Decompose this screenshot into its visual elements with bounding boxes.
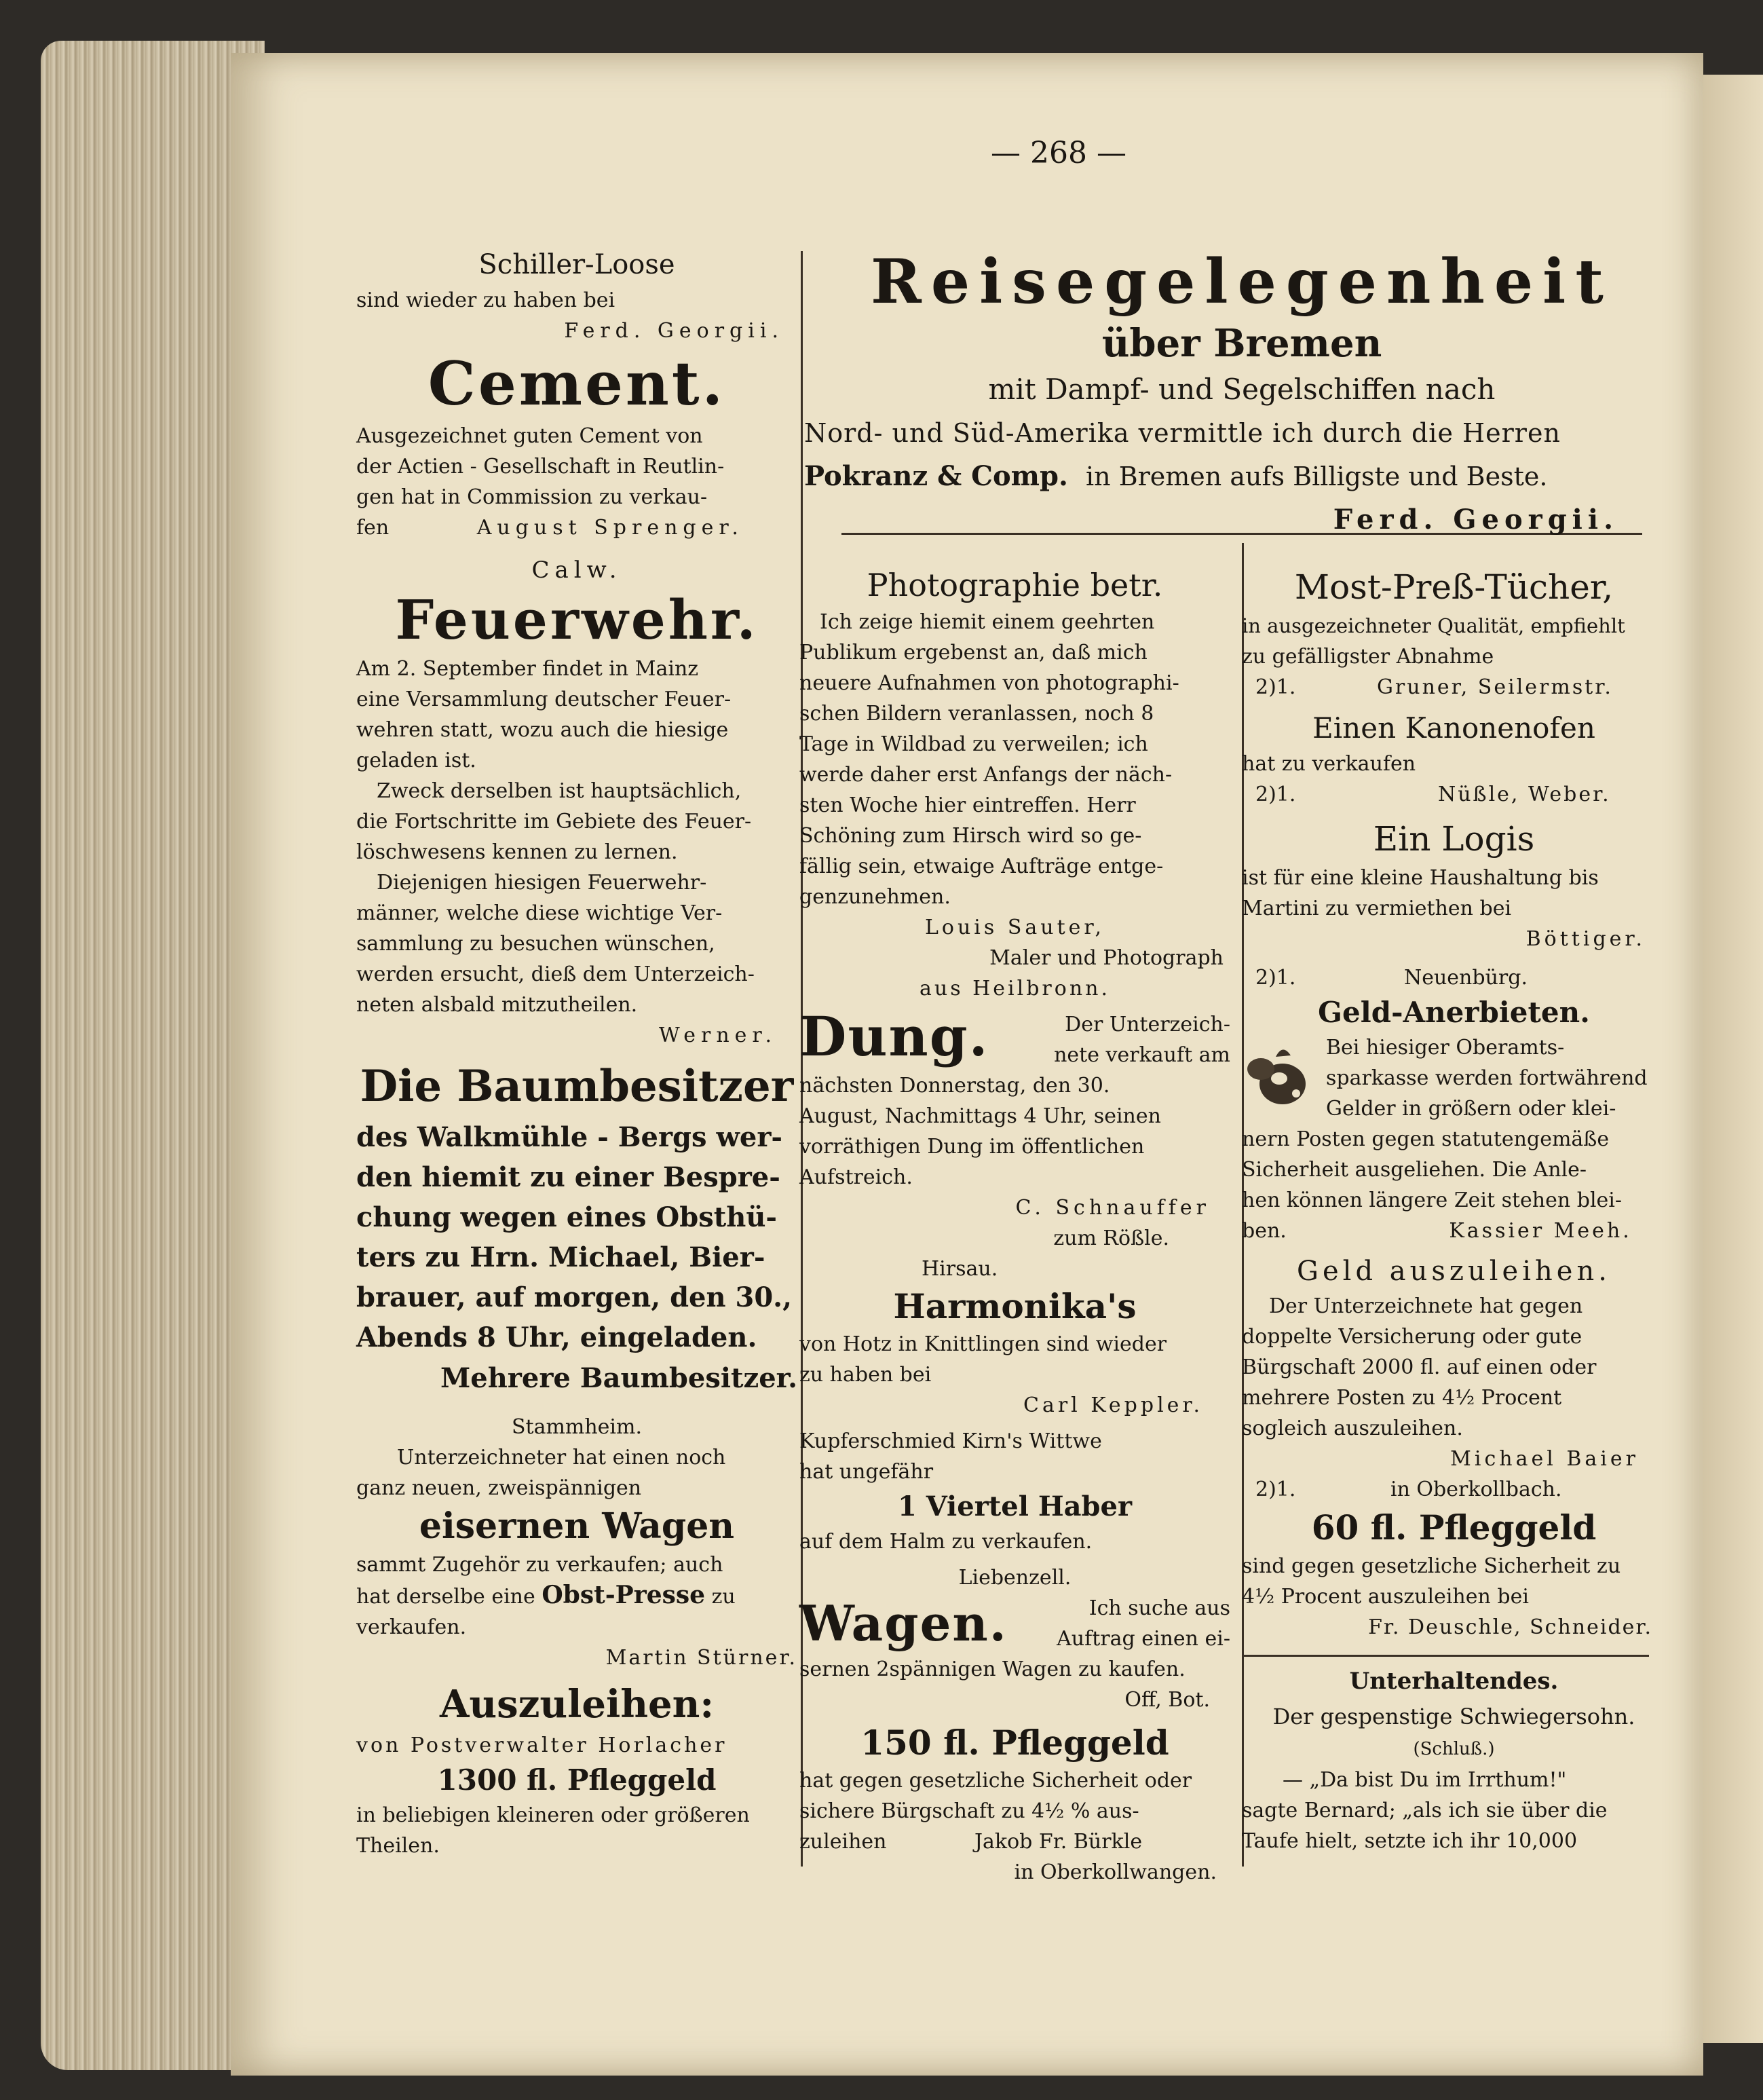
ad-signature: Louis Sauter,: [925, 916, 1105, 939]
ad-text-line: brauer, auf morgen, den 30.,: [356, 1281, 793, 1313]
ad-title: Wagen.: [799, 1594, 1008, 1652]
ad-text: sind wieder zu haben bei: [356, 288, 615, 312]
ad-text-line: [1242, 779, 1666, 810]
page-number: — 268 —: [991, 136, 1126, 170]
ad-text-line: hat gegen gesetzliche Sicherheit oder: [799, 1769, 1192, 1793]
ad-text-word: zuleihen: [799, 1830, 887, 1854]
story-text-line: Taufe hielt, setzte ich ihr 10,000: [1242, 1829, 1578, 1853]
ad-text-line: mit Dampf- und Segelschiffen nach: [988, 373, 1496, 406]
ad-title: Ein Logis: [1373, 819, 1535, 859]
ad-text-line: löschwesens kennen zu lernen.: [356, 840, 678, 864]
ad-text-line: ters zu Hrn. Michael, Bier-: [356, 1241, 765, 1273]
ad-text-line: August, Nachmittags 4 Uhr, seinen: [799, 1104, 1161, 1128]
ad-text-line: Unterzeichneter hat einen noch: [397, 1446, 726, 1469]
ad-text-line: Abends 8 Uhr, eingeladen.: [356, 1321, 757, 1353]
ad-feuerwehr: [356, 555, 797, 1051]
ad-text-line: von Hotz in Knittlingen sind wieder: [799, 1332, 1167, 1356]
ad-text-line: Diejenigen hiesigen Feuerwehr-: [377, 871, 707, 895]
ad-signature: Off, Bot.: [1124, 1688, 1210, 1712]
ad-signature: C. Schnauffer: [1015, 1196, 1210, 1220]
ad-pfleggeld-150: [799, 1721, 1230, 1888]
ad-cement: [356, 346, 797, 543]
ad-text-line: Publikum ergebenst an, daß mich: [799, 641, 1148, 664]
ad-reisegelegenheit: [804, 244, 1680, 542]
ad-text-line: schen Bildern veranlassen, noch 8: [799, 702, 1154, 726]
ad-text-line: in ausgezeichneter Qualität, empfiehlt: [1242, 614, 1625, 637]
ad-text-line: eine Versammlung deutscher Feuer-: [356, 688, 732, 711]
ad-haber: [799, 1426, 1230, 1557]
ad-auszuleihen: [356, 1679, 797, 1861]
ad-signature: Gruner, Seilermstr.: [1376, 675, 1613, 699]
section-title: Unterhaltendes.: [1349, 1668, 1559, 1695]
ad-place: Calw.: [531, 557, 622, 584]
ad-text-word: ben.: [1242, 1219, 1287, 1243]
ad-text-line: neuere Aufnahmen von photographi-: [799, 671, 1179, 695]
ad-title: 150 fl. Pfleggeld: [860, 1723, 1169, 1763]
ad-signature: Jakob Fr. Bürkle: [974, 1830, 1143, 1854]
ad-signature: Ferd. Georgii.: [1333, 504, 1618, 536]
ad-title: Feuerwehr.: [395, 588, 759, 652]
ad-text-line: von Postverwalter Horlacher: [356, 1733, 727, 1757]
ad-title: Schiller-Loose: [478, 249, 675, 280]
ad-text-line: gen hat in Commission zu verkau-: [356, 485, 708, 509]
ad-text-word: in Bremen aufs Billigste und Beste.: [1085, 462, 1548, 491]
ad-photographie: [799, 563, 1230, 1004]
ad-company: Pokranz & Comp.: [804, 460, 1068, 492]
ad-text-word: 2)1.: [1255, 966, 1296, 990]
ad-signature: in Oberkollbach.: [1390, 1478, 1562, 1501]
ad-text-line: Gelder in größern oder klei-: [1326, 1097, 1616, 1121]
ad-signature: Ferd. Georgii.: [564, 319, 784, 343]
ad-signature: Martin Stürner.: [605, 1646, 797, 1670]
ad-text-line: [356, 1580, 797, 1612]
ad-text-line: doppelte Versicherung oder gute: [1242, 1325, 1582, 1349]
story-title: Der gespenstige Schwiegersohn.: [1272, 1704, 1635, 1729]
ad-text-word: 2)1.: [1255, 783, 1296, 806]
ad-text-line: ganz neuen, zweispännigen: [356, 1476, 642, 1500]
money-bag-ornament-icon: [1242, 1036, 1316, 1111]
ad-title: Einen Kanonenofen: [1312, 711, 1595, 745]
story-text-line: sagte Bernard; „als ich sie über die: [1242, 1799, 1608, 1822]
ad-text-line: sichere Bürgschaft zu 4½ % aus-: [799, 1799, 1139, 1823]
ad-title: Photographie betr.: [867, 567, 1163, 603]
ad-text-line: hen können längere Zeit stehen blei-: [1242, 1188, 1623, 1212]
ad-text-line: Der Unterzeichnete hat gegen: [1269, 1294, 1583, 1318]
ad-text-line: Auftrag einen ei-: [1057, 1627, 1230, 1651]
ad-wagen-liebenzell: [799, 1562, 1230, 1715]
ad-geld-auszuleihen: [1242, 1252, 1666, 1505]
ad-text-line: Sicherheit ausgeliehen. Die Anle-: [1242, 1158, 1587, 1182]
ad-text-line: hat zu verkaufen: [1242, 752, 1416, 776]
ad-place: Hirsau.: [922, 1257, 998, 1281]
ad-place: Stammheim.: [511, 1415, 643, 1439]
ad-geld-anerbieten: [1242, 993, 1666, 1246]
ad-text-line: nächsten Donnerstag, den 30.: [799, 1074, 1110, 1098]
ad-text-word: 2)1.: [1255, 1478, 1296, 1501]
ad-text-line: Der Unterzeich-: [1065, 1013, 1230, 1036]
ad-text-line: hat ungefähr: [799, 1460, 934, 1484]
ad-title: Geld auszuleihen.: [1297, 1256, 1611, 1287]
ad-schiller-loose: [356, 244, 797, 346]
ad-signature: Nüßle, Weber.: [1437, 783, 1611, 806]
ad-text-line: [799, 1826, 1230, 1857]
ad-text-line: wehren statt, wozu auch die hiesige: [356, 718, 729, 742]
ad-text-line: nern Posten gegen statutengemäße: [1242, 1127, 1610, 1151]
ad-text-line: Aufstreich.: [799, 1165, 913, 1189]
ad-text-line: Bürgschaft 2000 fl. auf einen oder: [1242, 1355, 1597, 1379]
ad-signature: zum Rößle.: [1053, 1226, 1169, 1250]
ad-text-line: sernen 2spännigen Wagen zu kaufen.: [799, 1657, 1186, 1681]
ad-text-line: fällig sein, etwaige Aufträge entge-: [799, 855, 1164, 878]
story-part: (Schluß.): [1413, 1739, 1495, 1759]
ad-text-line: männer, welche diese wichtige Ver-: [356, 901, 723, 925]
ad-text-line: Ich zeige hiemit einem geehrten: [820, 610, 1155, 634]
ad-text-line: [1242, 962, 1666, 993]
ad-text-line: 4½ Procent auszuleihen bei: [1242, 1585, 1529, 1609]
ad-text-line: verkaufen.: [356, 1615, 467, 1639]
ad-text-word: 2)1.: [1255, 675, 1296, 699]
ad-text-line: Bei hiesiger Oberamts-: [1326, 1036, 1565, 1060]
ad-text-line: den hiemit zu einer Bespre-: [356, 1161, 780, 1193]
ad-text-word: Obst-Presse: [542, 1581, 706, 1609]
column-3: [1242, 563, 1666, 1856]
ad-text-line: Nord- und Süd-Amerika vermittle ich durch die Herren: [804, 418, 1561, 448]
ad-text-line: Schöning zum Hirsch wird so ge-: [799, 824, 1142, 848]
ad-signature: Werner.: [658, 1024, 777, 1047]
ad-title: Auszuleihen:: [439, 1682, 715, 1727]
ad-title: Most-Preß-Tücher,: [1294, 567, 1614, 607]
ad-text-line: werde daher erst Anfangs der näch-: [799, 763, 1173, 787]
ad-title: Die Baumbesitzer: [360, 1061, 794, 1112]
ad-text-line: sammt Zugehör zu verkaufen; auch: [356, 1553, 723, 1577]
ad-text-line: Zweck derselben ist hauptsächlich,: [377, 779, 742, 803]
ad-text-line: die Fortschritte im Gebiete des Feuer-: [356, 810, 752, 833]
ad-text-line: Tage in Wildbad zu verweilen; ich: [799, 732, 1148, 756]
ad-text-line: werden ersucht, dieß dem Unterzeich-: [356, 962, 755, 986]
ad-eiserner-wagen: [356, 1412, 797, 1673]
ad-dung: [799, 1005, 1230, 1254]
ad-text-line: chung wegen eines Obsthü-: [356, 1201, 777, 1233]
ad-signature: Carl Keppler.: [1023, 1393, 1203, 1417]
ad-text-line: [1242, 672, 1666, 702]
ad-signature: Mehrere Baumbesitzer.: [440, 1362, 797, 1394]
column-2: [799, 563, 1230, 1888]
ad-text-line: ist für eine kleine Haushaltung bis: [1242, 866, 1599, 890]
ad-text-line: neten alsbald mitzutheilen.: [356, 993, 638, 1017]
section-rule: [1242, 1655, 1649, 1657]
ad-title: Reisegelegenheit: [871, 246, 1613, 318]
ad-baumbesitzer: [356, 1056, 797, 1400]
ad-place: Neuenbürg.: [1403, 966, 1528, 990]
ad-title: Dung.: [799, 1005, 989, 1068]
ad-signature: in Oberkollwangen.: [1014, 1860, 1217, 1884]
ad-signature: Maler und Photograph: [989, 946, 1224, 970]
ad-signature: Kassier Meeh.: [1449, 1219, 1632, 1243]
ad-subtitle: über Bremen: [1101, 321, 1382, 366]
ad-title: 60 fl. Pfleggeld: [1311, 1507, 1597, 1548]
ad-text-line: [356, 512, 797, 543]
ad-text-line: des Walkmühle - Bergs wer-: [356, 1121, 783, 1153]
ad-amount: 1300 fl. Pfleggeld: [437, 1763, 717, 1797]
ad-headline: 1 Viertel Haber: [897, 1490, 1133, 1522]
ad-text-line: Ausgezeichnet guten Cement von: [356, 424, 703, 448]
ad-signature: August Sprenger.: [476, 516, 744, 540]
ad-text-word: zu: [711, 1585, 736, 1609]
ad-text-line: [1242, 1474, 1666, 1505]
ad-text-line: Am 2. September findet in Mainz: [356, 657, 699, 681]
ad-signature: aus Heilbronn.: [919, 977, 1111, 1000]
ad-text-line: vorräthigen Dung im öffentlichen: [799, 1135, 1145, 1159]
ad-text-line: genzunehmen.: [799, 885, 951, 909]
ad-headline: eisernen Wagen: [419, 1505, 735, 1547]
ad-text-line: sogleich auszuleihen.: [1242, 1417, 1463, 1440]
ad-text-word: hat derselbe eine: [356, 1585, 535, 1609]
column-1: [356, 244, 797, 1861]
ad-signature: Böttiger.: [1525, 927, 1646, 951]
ad-signature: Michael Baier: [1450, 1447, 1639, 1471]
ad-kanonenofen: [1242, 708, 1666, 810]
story-text-line: — „Da bist Du im Irrthum!": [1283, 1768, 1567, 1792]
ad-pfleggeld-60: [1242, 1505, 1666, 1643]
ad-text-line: sammlung zu besuchen wünschen,: [356, 932, 715, 956]
ad-signature: Fr. Deuschle, Schneider.: [1368, 1615, 1652, 1639]
ad-text-line: nete verkauft am: [1054, 1043, 1230, 1067]
ad-text-line: in beliebigen kleineren oder größeren: [356, 1803, 750, 1827]
ad-text-line: sten Woche hier eintreffen. Herr: [799, 793, 1136, 817]
ad-harmonika: [799, 1254, 1230, 1421]
feuilleton-unterhaltendes: [1242, 1664, 1666, 1856]
ad-text-line: geladen ist.: [356, 749, 476, 772]
ad-text-line: [1242, 1216, 1666, 1246]
ad-title: Geld-Anerbieten.: [1318, 996, 1590, 1029]
ad-text-line: [804, 455, 1680, 498]
ad-text-line: zu haben bei: [799, 1363, 932, 1387]
ad-text-line: sparkasse werden fortwährend: [1326, 1066, 1648, 1090]
ad-text-line: Theilen.: [356, 1834, 440, 1858]
ad-text-line: Martini zu vermiethen bei: [1242, 897, 1512, 920]
ad-text-line: Ich suche aus: [1088, 1596, 1230, 1620]
ad-text-line: zu gefälligster Abnahme: [1242, 645, 1494, 669]
ad-text-line: Kupferschmied Kirn's Wittwe: [799, 1429, 1102, 1453]
ad-place: Liebenzell.: [958, 1566, 1072, 1590]
ad-text-line: auf dem Halm zu verkaufen.: [799, 1530, 1093, 1554]
ad-title: Harmonika's: [893, 1286, 1137, 1326]
ad-text-line: mehrere Posten zu 4½ Procent: [1242, 1386, 1562, 1410]
ad-text-line: sind gegen gesetzliche Sicherheit zu: [1242, 1554, 1621, 1578]
ad-text-line: der Actien - Gesellschaft in Reutlin-: [356, 455, 725, 479]
ad-text-word: fen: [356, 516, 390, 540]
ad-most-press-tuecher: [1242, 563, 1666, 702]
ad-logis: [1242, 815, 1666, 993]
ad-title: Cement.: [428, 348, 726, 419]
